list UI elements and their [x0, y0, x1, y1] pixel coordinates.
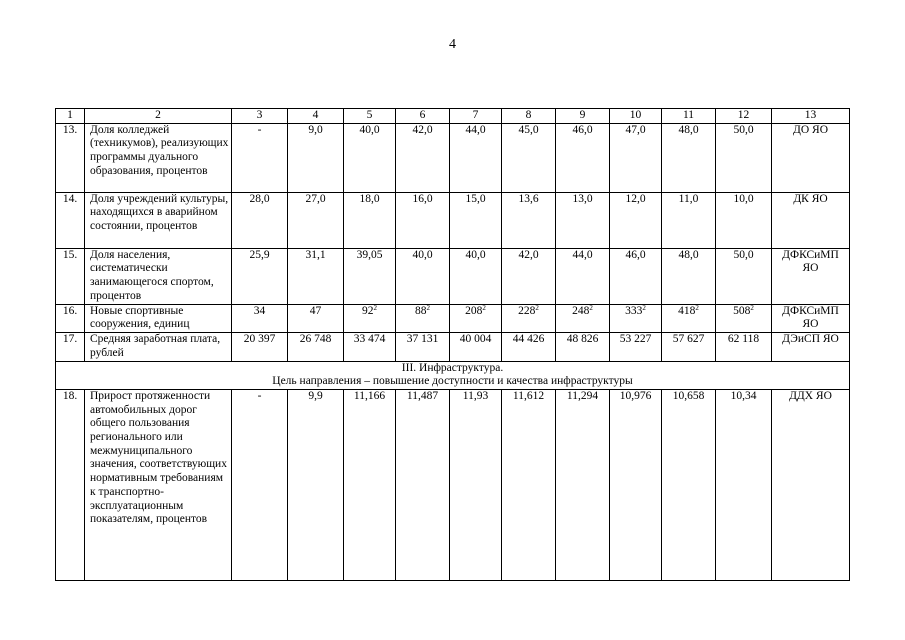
value-cell: 40,0 [396, 248, 450, 304]
responsible-cell: ДФКСиМП ЯО [772, 248, 850, 304]
indicators-table [55, 108, 850, 581]
footnote-mark: 2 [695, 304, 699, 312]
value-cell: 44,0 [450, 123, 502, 192]
value-cell: 11,294 [556, 389, 610, 580]
value-cell: 50,0 [716, 248, 772, 304]
section-title: III. Инфраструктура. [401, 361, 504, 374]
column-number: 6 [396, 109, 450, 124]
column-number: 13 [772, 109, 850, 124]
value-cell: 47 [288, 304, 344, 332]
value-cell: 11,487 [396, 389, 450, 580]
value-cell: 31,1 [288, 248, 344, 304]
value-cell: 62 118 [716, 333, 772, 361]
footnote-mark: 2 [373, 304, 377, 312]
row-number: 18. [56, 389, 85, 580]
footnote-mark: 2 [642, 304, 646, 312]
value-cell: 9,9 [288, 389, 344, 580]
column-number: 10 [610, 109, 662, 124]
value-cell: 39,05 [344, 248, 396, 304]
value-cell: 42,0 [502, 248, 556, 304]
value-cell: 11,612 [502, 389, 556, 580]
value-text: 333 [625, 304, 643, 317]
value-cell: 10,34 [716, 389, 772, 580]
column-number: 12 [716, 109, 772, 124]
row-number: 14. [56, 192, 85, 248]
value-cell: 11,166 [344, 389, 396, 580]
value-cell: 20 397 [232, 333, 288, 361]
indicator-name: Доля населения, систематически занимающегося спортом, процентов [85, 248, 232, 304]
value-cell: 34 [232, 304, 288, 332]
column-number: 11 [662, 109, 716, 124]
column-number: 7 [450, 109, 502, 124]
value-cell: 48 826 [556, 333, 610, 361]
responsible-cell: ДФКСиМП ЯО [772, 304, 850, 332]
value-cell: 37 131 [396, 333, 450, 361]
column-number: 8 [502, 109, 556, 124]
table-row [56, 333, 850, 361]
value-cell: 42,0 [396, 123, 450, 192]
value-cell: 28,0 [232, 192, 288, 248]
value-cell: 12,0 [610, 192, 662, 248]
footnote-mark: 2 [750, 304, 754, 312]
value-cell: 53 227 [610, 333, 662, 361]
column-number: 3 [232, 109, 288, 124]
value-cell [610, 304, 662, 332]
column-number: 9 [556, 109, 610, 124]
value-cell: 10,976 [610, 389, 662, 580]
value-cell: 13,0 [556, 192, 610, 248]
footnote-mark: 2 [426, 304, 430, 312]
value-cell: 27,0 [288, 192, 344, 248]
value-cell [396, 304, 450, 332]
value-cell: 18,0 [344, 192, 396, 248]
indicator-name: Новые спортивные сооружения, единиц [85, 304, 232, 332]
value-cell: 47,0 [610, 123, 662, 192]
table-row [56, 304, 850, 332]
value-cell: 16,0 [396, 192, 450, 248]
table-row [56, 389, 850, 580]
indicator-name: Прирост протяженности автомобильных дорог общего пользования регионального или межмуниципального значения, соответствующих нормативным требованиям к транспортно-эксплуатационным показателям, процентов [85, 389, 232, 580]
value-cell: 25,9 [232, 248, 288, 304]
column-number-row [56, 109, 850, 124]
table-row [56, 248, 850, 304]
footnote-mark: 2 [482, 304, 486, 312]
value-cell: 44,0 [556, 248, 610, 304]
indicator-name: Средняя заработная плата, рублей [85, 333, 232, 361]
value-cell: 46,0 [610, 248, 662, 304]
value-cell: 57 627 [662, 333, 716, 361]
table-row [56, 192, 850, 248]
section-header [56, 361, 850, 389]
value-text: 228 [518, 304, 536, 317]
value-cell: 26 748 [288, 333, 344, 361]
value-cell: 48,0 [662, 123, 716, 192]
value-cell: 46,0 [556, 123, 610, 192]
indicator-name: Доля учреждений культуры, находящихся в аварийном состоянии, процентов [85, 192, 232, 248]
value-cell: - [232, 123, 288, 192]
value-cell [556, 304, 610, 332]
value-text: 248 [572, 304, 590, 317]
value-cell: 11,93 [450, 389, 502, 580]
value-cell: 10,0 [716, 192, 772, 248]
row-number: 13. [56, 123, 85, 192]
value-cell: 10,658 [662, 389, 716, 580]
value-cell: - [232, 389, 288, 580]
footnote-mark: 2 [589, 304, 593, 312]
row-number: 15. [56, 248, 85, 304]
responsible-cell: ДК ЯО [772, 192, 850, 248]
section-goal: Цель направления – повышение доступности и качества инфраструктуры [272, 375, 633, 388]
section-row [56, 361, 850, 389]
value-cell: 15,0 [450, 192, 502, 248]
indicator-name: Доля колледжей (техникумов), реализующих программы дуального образования, процентов [85, 123, 232, 192]
responsible-cell: ДО ЯО [772, 123, 850, 192]
row-number: 16. [56, 304, 85, 332]
value-cell [502, 304, 556, 332]
value-cell [716, 304, 772, 332]
value-cell: 40,0 [344, 123, 396, 192]
row-number: 17. [56, 333, 85, 361]
value-cell: 48,0 [662, 248, 716, 304]
table-row [56, 123, 850, 192]
value-cell: 33 474 [344, 333, 396, 361]
value-cell [450, 304, 502, 332]
value-cell: 50,0 [716, 123, 772, 192]
page-number: 4 [449, 37, 456, 52]
value-cell: 11,0 [662, 192, 716, 248]
value-text: 508 [733, 304, 751, 317]
footnote-mark: 2 [535, 304, 539, 312]
value-cell: 45,0 [502, 123, 556, 192]
value-cell: 40 004 [450, 333, 502, 361]
value-cell: 44 426 [502, 333, 556, 361]
value-text: 418 [678, 304, 696, 317]
column-number: 5 [344, 109, 396, 124]
value-text: 88 [415, 304, 427, 317]
column-number: 4 [288, 109, 344, 124]
value-text: 208 [465, 304, 483, 317]
column-number: 2 [85, 109, 232, 124]
value-text: 92 [362, 304, 374, 317]
value-cell [344, 304, 396, 332]
responsible-cell: ДДХ ЯО [772, 389, 850, 580]
column-number: 1 [56, 109, 85, 124]
responsible-cell: ДЭиСП ЯО [772, 333, 850, 361]
value-cell: 13,6 [502, 192, 556, 248]
value-cell [662, 304, 716, 332]
value-cell: 40,0 [450, 248, 502, 304]
value-cell: 9,0 [288, 123, 344, 192]
